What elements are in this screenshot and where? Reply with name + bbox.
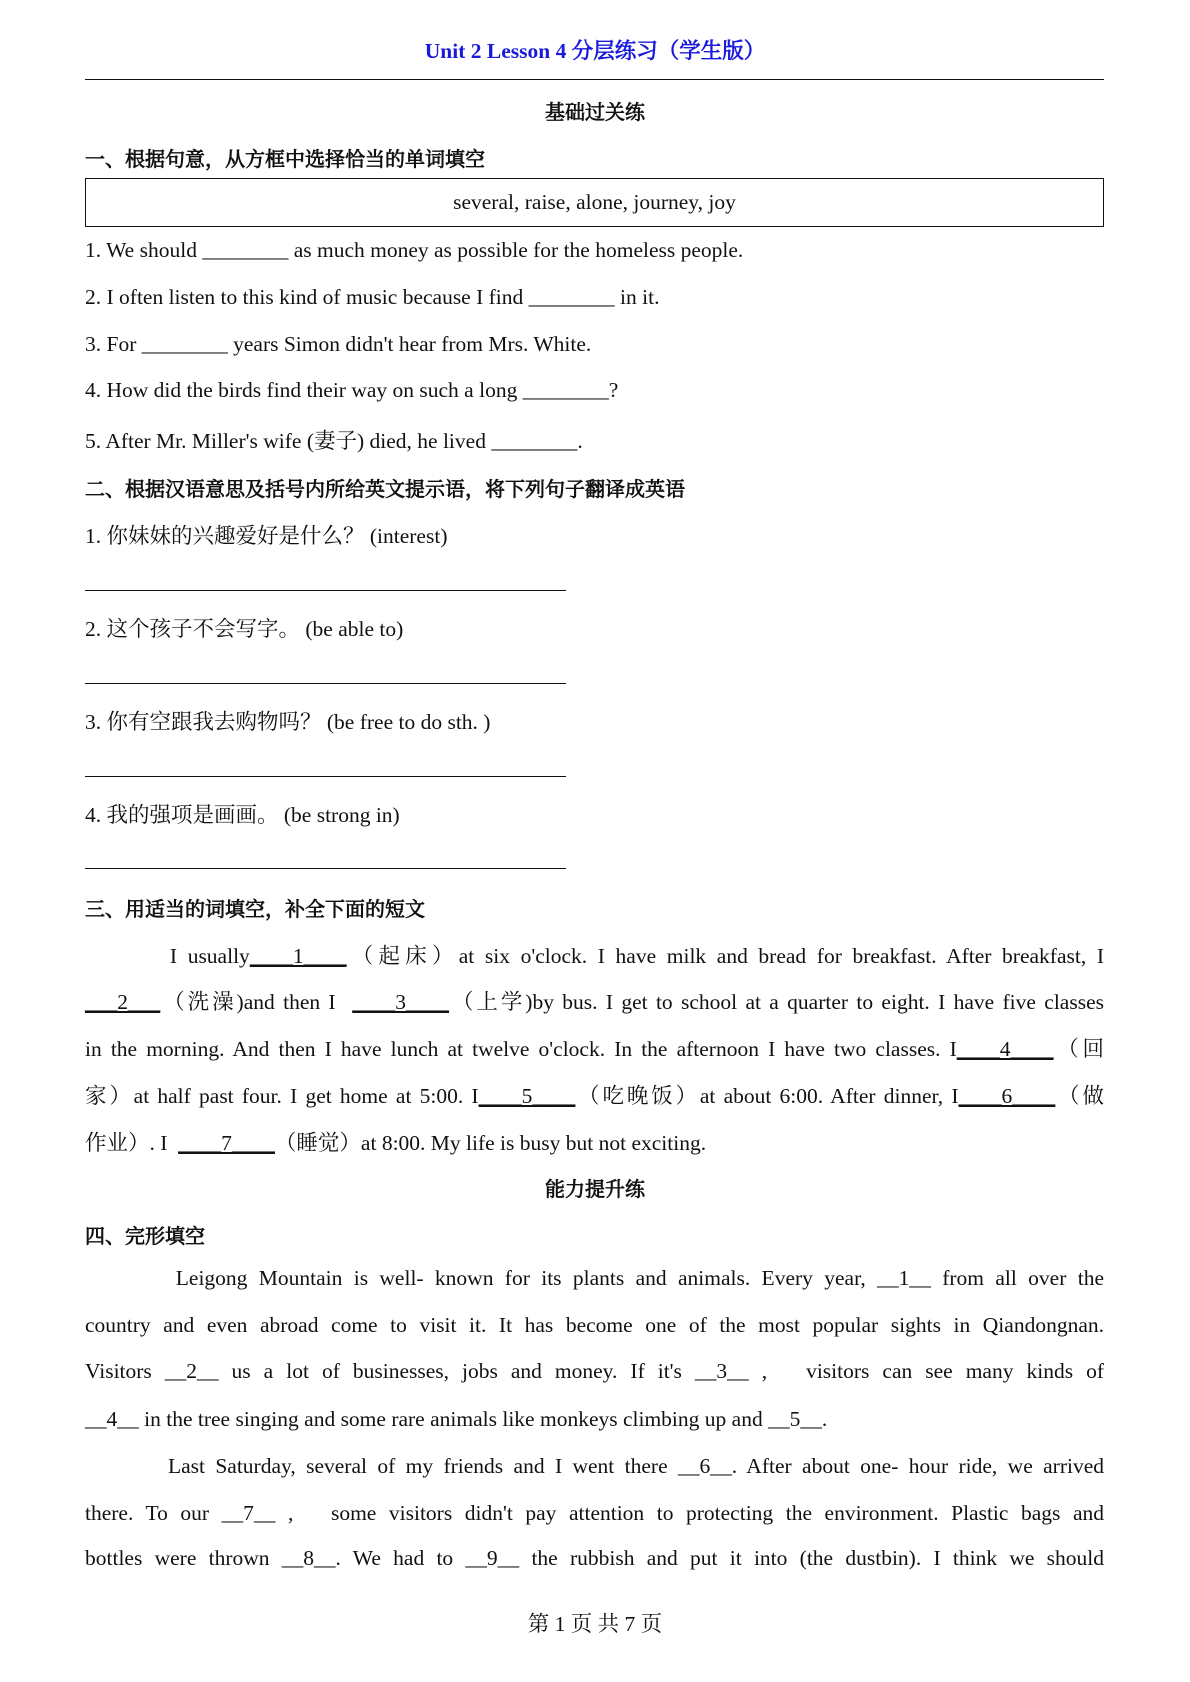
document-title: Unit 2 Lesson 4 分层练习（学生版） bbox=[424, 39, 766, 63]
passage-text: there. To our __7__ , some visitors didn't pay attention to protecting the environment. Plastic bags and bbox=[85, 1501, 1104, 1525]
section2-heading: 二、根据汉语意思及括号内所给英文提示语，将下列句子翻译成英语 bbox=[85, 477, 685, 501]
passage-text: in the morning. And then I have lunch at twelve o'clock. In the afternoon I have two classes. I bbox=[85, 1037, 957, 1061]
passage-text: bottles were thrown __8__. We had to __9__ the rubbish and put it into (the dustbin). I think we should bbox=[85, 1546, 1104, 1570]
passage-text: （做 bbox=[1055, 1084, 1104, 1108]
passage-text: Visitors __2__ us a lot of businesses, jobs and money. If it's __3__ , visitors can see many kinds of bbox=[85, 1359, 1104, 1383]
word-box: several, raise, alone, journey, joy bbox=[85, 178, 1104, 227]
answer-line bbox=[85, 590, 566, 591]
passage-line bbox=[85, 1266, 1104, 1291]
passage-text: （吃晚饭）at about 6:00. After dinner, I bbox=[575, 1084, 959, 1108]
answer-blank: ____4____ bbox=[956, 1037, 1054, 1061]
passage-line bbox=[85, 1079, 1104, 1110]
exercise-item: 3. For ________ years Simon didn't hear from Mrs. White. bbox=[85, 332, 592, 356]
passage-text: Last Saturday, several of my friends and I went there __6__. After about one- hour ride, we arrived bbox=[85, 1454, 1104, 1478]
passage-line bbox=[85, 1454, 1104, 1479]
exercise-item: 5. After Mr. Miller's wife (妻子) died, he lived ________. bbox=[85, 429, 583, 453]
passage-text: country and even abroad come to visit it. It has become one of the most popular sights in Qiandongnan. bbox=[85, 1313, 1104, 1337]
passage-line bbox=[85, 985, 1104, 1016]
answer-blank: ____7____ bbox=[178, 1131, 275, 1155]
exercise-item: 1. We should ________ as much money as possible for the homeless people. bbox=[85, 238, 744, 262]
section3-heading: 三、用适当的词填空，补全下面的短文 bbox=[85, 897, 425, 921]
passage-line bbox=[85, 1501, 1104, 1526]
part-heading-advanced: 能力提升练 bbox=[545, 1177, 645, 1201]
section4-heading: 四、完形填空 bbox=[85, 1224, 205, 1248]
passage-text: Leigong Mountain is well- known for its plants and animals. Every year, __1__ from all over the bbox=[85, 1266, 1104, 1290]
answer-line bbox=[85, 776, 566, 777]
translation-item: 2. 这个孩子不会写字。 (be able to) bbox=[85, 617, 404, 641]
passage-line bbox=[85, 939, 1104, 970]
passage-text: （洗澡)and then I bbox=[160, 990, 353, 1014]
passage-text: I usually bbox=[85, 944, 250, 968]
translation-item: 1. 你妹妹的兴趣爱好是什么？ (interest) bbox=[85, 524, 448, 548]
passage-text: 家）at half past four. I get home at 5:00. I bbox=[85, 1084, 479, 1108]
answer-blank: ____5____ bbox=[478, 1084, 576, 1108]
exercise-item: 2. I often listen to this kind of music because I find ________ in it. bbox=[85, 285, 660, 309]
answer-blank: ___2___ bbox=[85, 990, 161, 1014]
passage-line bbox=[85, 1359, 1104, 1384]
passage-text: （回 bbox=[1053, 1037, 1104, 1061]
passage-text: 作业）. I bbox=[85, 1131, 179, 1155]
passage-line bbox=[85, 1032, 1104, 1063]
passage-text: （睡觉）at 8:00. My life is busy but not exciting. bbox=[274, 1131, 707, 1155]
passage-text: （上学)by bus. I get to school at a quarter to eight. I have five classes bbox=[449, 990, 1104, 1014]
answer-line bbox=[85, 868, 566, 869]
translation-item: 4. 我的强项是画画。 (be strong in) bbox=[85, 803, 400, 827]
passage-line bbox=[85, 1546, 1104, 1571]
translation-item: 3. 你有空跟我去购物吗？ (be free to do sth. ) bbox=[85, 710, 491, 734]
passage-line bbox=[85, 1407, 1104, 1432]
answer-blank: ____1____ bbox=[249, 944, 347, 968]
passage-text: （起床）at six o'clock. I have milk and bread for breakfast. After breakfast, I bbox=[346, 944, 1104, 968]
header-divider bbox=[85, 79, 1104, 80]
passage-text: __4__ in the tree singing and some rare animals like monkeys climbing up and __5__. bbox=[85, 1407, 828, 1431]
passage-line bbox=[85, 1126, 1104, 1157]
answer-blank: ____6____ bbox=[958, 1084, 1056, 1108]
page-footer: 第 1 页 共 7 页 bbox=[527, 1612, 663, 1636]
answer-blank: ____3____ bbox=[352, 990, 449, 1014]
exercise-item: 4. How did the birds find their way on such a long ________? bbox=[85, 378, 619, 402]
answer-line bbox=[85, 683, 566, 684]
passage-line bbox=[85, 1313, 1104, 1338]
part-heading-basic: 基础过关练 bbox=[545, 100, 645, 124]
section1-heading: 一、根据句意，从方框中选择恰当的单词填空 bbox=[85, 147, 485, 171]
